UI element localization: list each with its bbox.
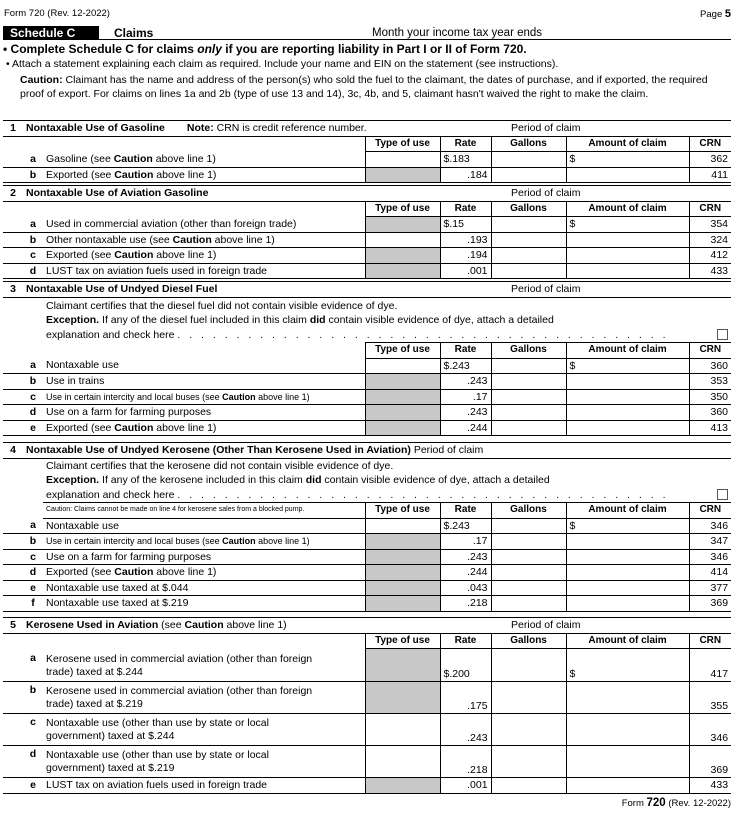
line-4c: c Use on a farm for farming purposes .243 346 [3,549,731,565]
amount-input[interactable] [566,167,689,183]
line-5e: e LUST tax on aviation fuels used in foreign trade .001 433 [3,778,731,794]
section-5-title: Kerosene Used in Aviation [26,619,159,631]
line-3d: d Use on a farm for farming purposes .243 360 [3,405,731,421]
amount-input[interactable] [566,405,689,421]
line-3e: e Exported (see Caution above line 1) .244 413 [3,420,731,436]
amount-input[interactable] [566,580,689,596]
line-3c: c Use in certain intercity and local buses (see Caution above line 1) .17 350 [3,389,731,405]
amount-input[interactable] [566,682,689,714]
amount-input[interactable]: $ [566,649,689,682]
amount-input[interactable] [566,389,689,405]
line-2d: d LUST tax on aviation fuels used in foreign trade .001 433 [3,263,731,279]
section-2-header: 2 Nontaxable Use of Aviation Gasoline Period of claim [3,186,731,202]
line-4b: b Use in certain intercity and local buses (see Caution above line 1) .17 347 [3,534,731,550]
instruction-bullet-2: • Attach a statement explaining each claim as required. Include your name and EIN on the statement (see instructions). [6,58,559,70]
amount-input[interactable]: $ [566,518,689,534]
section-5-header: 5 Kerosene Used in Aviation (see Caution above line 1) Period of claim [3,618,731,634]
type-of-use-input[interactable] [365,518,440,534]
type-of-use-input[interactable] [365,746,440,778]
line-1a: a Gasoline (see Caution above line 1) $.183 $ 362 [3,152,731,168]
amount-input[interactable] [566,778,689,794]
dye-explanation-checkbox[interactable] [717,489,728,500]
gallons-input[interactable] [491,596,566,612]
section-3-title: Nontaxable Use of Undyed Diesel Fuel [23,282,491,298]
type-of-use-input[interactable] [365,152,440,168]
section-1-title: Nontaxable Use of Gasoline [26,122,165,134]
amount-input[interactable]: $ [566,358,689,374]
line-2c: c Exported (see Caution above line 1) .194 412 [3,248,731,264]
type-of-use-input[interactable] [365,358,440,374]
section-4-certification: Claimant certifies that the kerosene did not contain visible evidence of dye. [46,459,394,472]
section-5-table: 5 Kerosene Used in Aviation (see Caution above line 1) Period of claim Type of use Rate Gallons Amount of claim CRN a Kerosene used in commercial aviation (other than foreign trade) taxed at $.244 $.200 $ 417 b Kerosene used in commercial aviation (other than foreign trade) taxed at $.219 .175 355 c Nontaxable use (other than use by state or local government) taxed at $.244 .243 346 d Nontaxable use (other than use by state or local government) taxed at $.219 .218 369 e LUST tax on aviation fuels used in foreign trade .001 433 [3,617,731,794]
line-4e: e Nontaxable use taxed at $.044 .043 377 [3,580,731,596]
gallons-input[interactable] [491,389,566,405]
section-3-header: 3 Nontaxable Use of Undyed Diesel Fuel Period of claim [3,282,731,298]
section-4-table: 4 Nontaxable Use of Undyed Kerosene (Other Than Kerosene Used in Aviation) Period of claim Claimant certifies that the kerosene did not contain visible evidence of dye. Exception. If any of the kerosene included in this claim did contain visible evidence of dye, attach a detailed explanation and check here . . . . . . . . . . . . . . . . . . . . . . . . . . . . . . . . . . . . . . . . . . Caution: Claims cannot be made on line 4 for kerosene sales from a blocked pump. Type of use Rate Gallons Amount of claim CRN a Nontaxable use $.243 $ 346 b Use in certain intercity and local buses (see Caution above line 1) .17 347 c Use on a farm for farming purposes .243 346 d Exported (see Caution above line 1) .244 414 e Nontaxable use taxed at $.044 .043 377 f Nontaxable use taxed at $.219 .218 369 [3,442,731,612]
gallons-input[interactable] [491,649,566,682]
section-3-table: 3 Nontaxable Use of Undyed Diesel Fuel Period of claim Claimant certifies that the diesel fuel did not contain visible evidence of dye. Exception. If any of the diesel fuel included in this claim did contain visible evidence of dye, attach a detailed explanation and check here . . . . . . . . . . . . . . . . . . . . . . . . . . . . . . . . . . . . . . . . . . Type of use Rate Gallons Amount of claim CRN a Nontaxable use $.243 $ 360 b Use in trains .243 353 c Use in certain intercity and local buses (see Caution above line 1) .17 350 d Use on a farm for farming purposes .243 360 e Exported (see Caution above line 1) .244 413 [3,281,731,436]
line-2b: b Other nontaxable use (see Caution above line 1) .193 324 [3,232,731,248]
amount-input[interactable] [566,714,689,746]
amount-input[interactable] [566,232,689,248]
gallons-input[interactable] [491,374,566,390]
gallons-input[interactable] [491,549,566,565]
dye-explanation-checkbox[interactable] [717,329,728,340]
line-3b: b Use in trains .243 353 [3,374,731,390]
tax-year-month-label: Month your income tax year ends [372,27,543,39]
form-revision: Form 720 (Rev. 12-2022) [4,8,110,19]
gallons-input[interactable] [491,534,566,550]
section-3-certification: Claimant certifies that the diesel fuel did not contain visible evidence of dye. [46,299,398,312]
gallons-input[interactable] [491,152,566,168]
line-2a: a Used in commercial aviation (other than foreign trade) $.15 $ 354 [3,217,731,233]
column-header-row: Type of use Rate Gallons Amount of claim CRN [3,136,731,152]
gallons-input[interactable] [491,217,566,233]
line-5b: b Kerosene used in commercial aviation (other than foreign trade) taxed at $.219 .175 355 [3,682,731,714]
amount-input[interactable] [566,263,689,279]
schedule-header-rule [3,26,731,40]
gallons-input[interactable] [491,248,566,264]
period-of-claim-label: Period of claim [491,121,689,137]
amount-input[interactable] [566,565,689,581]
gallons-input[interactable] [491,682,566,714]
line-5c: c Nontaxable use (other than use by state or local government) taxed at $.244 .243 346 [3,714,731,746]
schedule-badge: Schedule C [3,26,99,40]
amount-input[interactable] [566,596,689,612]
gallons-input[interactable] [491,263,566,279]
gallons-input[interactable] [491,580,566,596]
section-4-header: 4 Nontaxable Use of Undyed Kerosene (Other Than Kerosene Used in Aviation) Period of claim [3,443,731,459]
gallons-input[interactable] [491,565,566,581]
blocked-pump-caution: Caution: Claims cannot be made on line 4 for kerosene sales from a blocked pump. [43,503,365,519]
amount-input[interactable] [566,549,689,565]
line-5d: d Nontaxable use (other than use by state or local government) taxed at $.219 .218 369 [3,746,731,778]
caution-paragraph: Caution: Claimant has the name and address of the person(s) who sold the fuel to the claimant, the dates of purchase, and if exported, the required proof of export. For claims on lines 1a and 2b (type of use 13 and 14), 3c, 4b, and 5, claimant hasn't waived the right to make the claim. [20,74,708,100]
line-5a: a Kerosene used in commercial aviation (other than foreign trade) taxed at $.244 $.200 $ 417 [3,649,731,682]
type-of-use-input[interactable] [365,714,440,746]
line-3a: a Nontaxable use $.243 $ 360 [3,358,731,374]
gallons-input[interactable] [491,746,566,778]
amount-input[interactable] [566,534,689,550]
gallons-input[interactable] [491,167,566,183]
line-4a: a Nontaxable use $.243 $ 346 [3,518,731,534]
section-2-table: 2 Nontaxable Use of Aviation Gasoline Period of claim Type of use Rate Gallons Amount of claim CRN a Used in commercial aviation (other than foreign trade) $.15 $ 354 b Other nontaxable use (see Caution above line 1) .193 324 c Exported (see Caution above line 1) .194 412 d LUST tax on aviation fuels used in foreign trade .001 433 [3,185,731,279]
section-2-title: Nontaxable Use of Aviation Gasoline [23,186,491,202]
amount-input[interactable]: $ [566,217,689,233]
line-4f: f Nontaxable use taxed at $.219 .218 369 [3,596,731,612]
amount-input[interactable] [566,420,689,436]
line-4d: d Exported (see Caution above line 1) .244 414 [3,565,731,581]
amount-input[interactable] [566,248,689,264]
gallons-input[interactable] [491,714,566,746]
schedule-title: Claims [114,26,154,40]
gallons-input[interactable] [491,778,566,794]
type-of-use-input[interactable] [365,232,440,248]
gallons-input[interactable] [491,405,566,421]
amount-input[interactable] [566,374,689,390]
form-footer: Form 720 (Rev. 12-2022) [621,797,731,809]
gallons-input[interactable] [491,518,566,534]
section-4-title: Nontaxable Use of Undyed Kerosene (Other Than Kerosene Used in Aviation) [26,444,411,456]
gallons-input[interactable] [491,232,566,248]
line-1b: b Exported (see Caution above line 1) .184 411 [3,167,731,183]
gallons-input[interactable] [491,358,566,374]
section-1-table [3,120,731,183]
amount-input[interactable]: $ [566,152,689,168]
page-number: Page 5 [700,8,731,20]
instruction-bullet-1: • Complete Schedule C for claims only if you are reporting liability in Part I or II of Form 720. [3,42,527,56]
section-1-header: 1 Nontaxable Use of Gasoline Note: CRN is credit reference number. Period of claim [3,121,731,137]
amount-input[interactable] [566,746,689,778]
gallons-input[interactable] [491,420,566,436]
